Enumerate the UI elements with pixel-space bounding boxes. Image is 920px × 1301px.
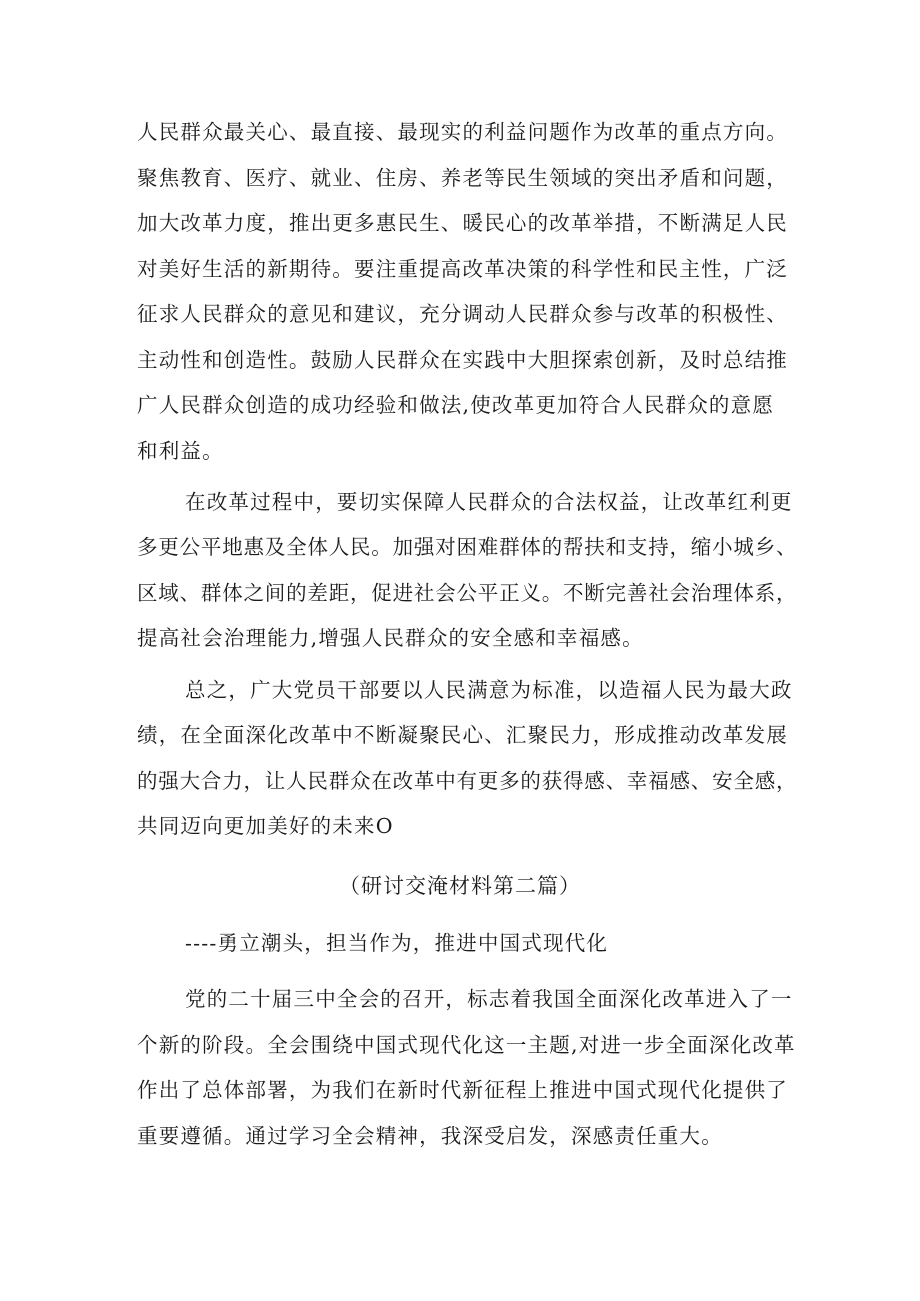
paragraph-4-line-2: 个新的阶段。全会围绕中国式现代化这一主题,对进一步全面深化改革 [137, 1033, 796, 1057]
paragraph-1-line-6: 主动性和创造性。鼓励人民群众在实践中大胆探索创新，及时总结推 [137, 348, 788, 372]
paragraph-1-line-1: 人民群众最关心、最直接、最现实的利益问题作为改革的重点方向。 [137, 120, 788, 144]
subtitle: ----勇立潮头，担当作为，推进中国式现代化 [185, 931, 609, 955]
paragraph-1-line-5: 征求人民群众的意见和建议，充分调动人民群众参与改革的积极性、 [137, 302, 788, 326]
paragraph-3-line-4: 共同迈向更加美好的未来O [137, 814, 394, 838]
paragraph-3-line-3: 的强大合力，让人民群众在改革中有更多的获得感、幸福感、安全感， [137, 769, 798, 793]
paragraph-2-line-1: 在改革过程中，要切实保障人民群众的合法权益，让改革红利更 [185, 490, 793, 514]
paragraph-3-line-1: 总之，广大党员干部要以人民满意为标准，以造福人民为最大政 [185, 678, 793, 702]
section-title: （研讨交淹材料第二篇） [339, 874, 581, 898]
paragraph-1-line-3: 加大改革力度，推出更多惠民生、暖民心的改革举措，不断满足人民 [137, 211, 788, 235]
paragraph-1-line-4: 对美好生活的新期待。要注重提高改革决策的科学性和民主性，广泛 [137, 257, 788, 281]
paragraph-1-line-8: 和利益。 [137, 439, 224, 463]
paragraph-4-line-4: 重要遵循。通过学习全会精神，我深受启发，深感责任重大。 [137, 1124, 723, 1148]
paragraph-1-line-7: 广人民群众创造的成功经验和做法,使改革更加符合人民群众的意愿 [137, 393, 775, 417]
paragraph-2-line-3: 区域、群体之间的差距，促进社会公平正义。不断完善社会治理体系， [137, 581, 798, 605]
paragraph-3-line-2: 绩，在全面深化改革中不断凝聚民心、汇聚民力，形成推动改革发展 [137, 723, 788, 747]
paragraph-4-line-3: 作出了总体部署，为我们在新时代新征程上推进中国式现代化提供了 [137, 1078, 788, 1102]
paragraph-2-line-2: 多更公平地惠及全体人民。加强对困难群体的帮扶和支持，缩小城乡、 [137, 535, 798, 559]
paragraph-2-line-4: 提高社会治理能力,增强人民群众的安全感和幸福感。 [137, 626, 644, 650]
paragraph-4-line-1: 党的二十届三中全会的召开，标志着我国全面深化改革进入了一 [185, 987, 793, 1011]
paragraph-1-line-2: 聚焦教育、医疗、就业、住房、养老等民生领域的突出矛盾和问题， [137, 166, 788, 190]
